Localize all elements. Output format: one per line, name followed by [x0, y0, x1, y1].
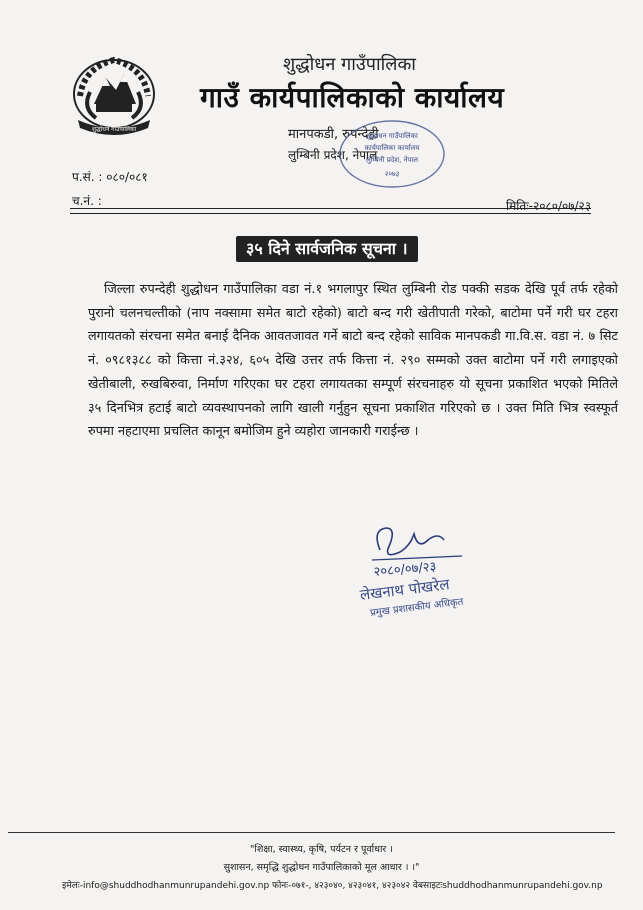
- header-divider-thin: [70, 213, 591, 214]
- office-title: गाउँ कार्यपालिकाको कार्यालय: [200, 81, 505, 114]
- signatory-name: लेखनाथ पोखरेल: [358, 575, 451, 604]
- emblem-caption: शुद्धोधन गाउँपालिका: [91, 126, 137, 133]
- stamp-line3: लुम्बिनी प्रदेश, नेपाल: [365, 156, 419, 164]
- office-stamp: [338, 118, 446, 190]
- dispatch-number: च.नं. :: [72, 194, 102, 208]
- reference-number: प.सं. : ०८०/०८१: [72, 170, 148, 184]
- signature-date: २०८०/०७/२३: [373, 559, 437, 580]
- header-divider: [70, 208, 591, 209]
- signature: [352, 520, 502, 584]
- footer-motto-line2: सुशासन, समृद्धि शुद्धोधन गाउँपालिकाको मूल आधार । ।": [223, 862, 420, 873]
- office-location-line1: मानपकडी, रुपन्देही: [288, 127, 379, 142]
- letter-date: मितिः-२०८०/०७/२३: [506, 199, 591, 213]
- stamp-year: २०७३: [384, 170, 400, 178]
- signatory-designation: प्रमुख प्रशासकीय अधिकृत: [369, 596, 465, 619]
- footer-contact: इमेलः-info@shuddhodhanmunrupandehi.gov.np फोनः-०७१-, ४२३०४०, ४२३०४१, ४२३०४२ वेबसाइटःshuddhodhanmunrupandehi.gov.np: [62, 881, 603, 891]
- notice-title: ३५ दिने सार्वजनिक सूचना ।: [236, 236, 418, 262]
- municipality-name: शुद्धोधन गाउँपालिका: [283, 54, 416, 75]
- notice-body: जिल्ला रुपन्देही शुद्धोधन गाउँपालिका वडा नं.१ भगलापुर स्थित लुम्बिनी रोड पक्की सडक देखि पूर्व तर्फ रहेको पुरानो चलनचल्तीको (नाप नक्सामा समेत बाटो रहेको) बाटो बन्द गरी खेतीपाती गरेको, बाटोमा पर्ने गरी घर टहरा लगायतको संरचना समेत बनाई दैनिक आवतजावत गर्ने बाटो बन्द रहेको साविक मानपकडी गा.वि.स. वडा नं. ७ सिट नं. ०९८१३८८ को कित्ता नं.३२४, ६०५ देखि उत्तर तर्फ कित्ता नं. २९० सम्मको उक्त बाटोमा पर्ने गरी लगाइएको खेतीबाली, रुखबिरुवा, निर्माण गरिएका घर टहरा लगायतका सम्पूर्ण संरचनाहरु यो सूचना प्रकाशित भएको मितिले ३५ दिनभित्र हटाई बाटो व्यवस्थापनको लागि खाली गर्नुहुन सूचना प्रकाशित गरिएको छ । उक्त मिति भित्र स्वस्फूर्त रुपमा नहटाएमा प्रचलित कानून बमोजिम हुने व्यहोरा जानकारी गराईन्छ ।: [88, 282, 618, 440]
- stamp-line1: शुद्धोधन गाउँपालिका: [366, 132, 418, 140]
- nepal-emblem-icon: [66, 48, 162, 138]
- office-location-line2: लुम्बिनी प्रदेश, नेपाल: [288, 148, 378, 162]
- stamp-line2: कार्यपालिका कार्यालय: [364, 144, 420, 152]
- footer-motto: "शिक्षा, स्वास्थ्य, कृषि, पर्यटन र पूर्वाधार ।: [250, 844, 393, 855]
- footer-divider: [8, 832, 615, 833]
